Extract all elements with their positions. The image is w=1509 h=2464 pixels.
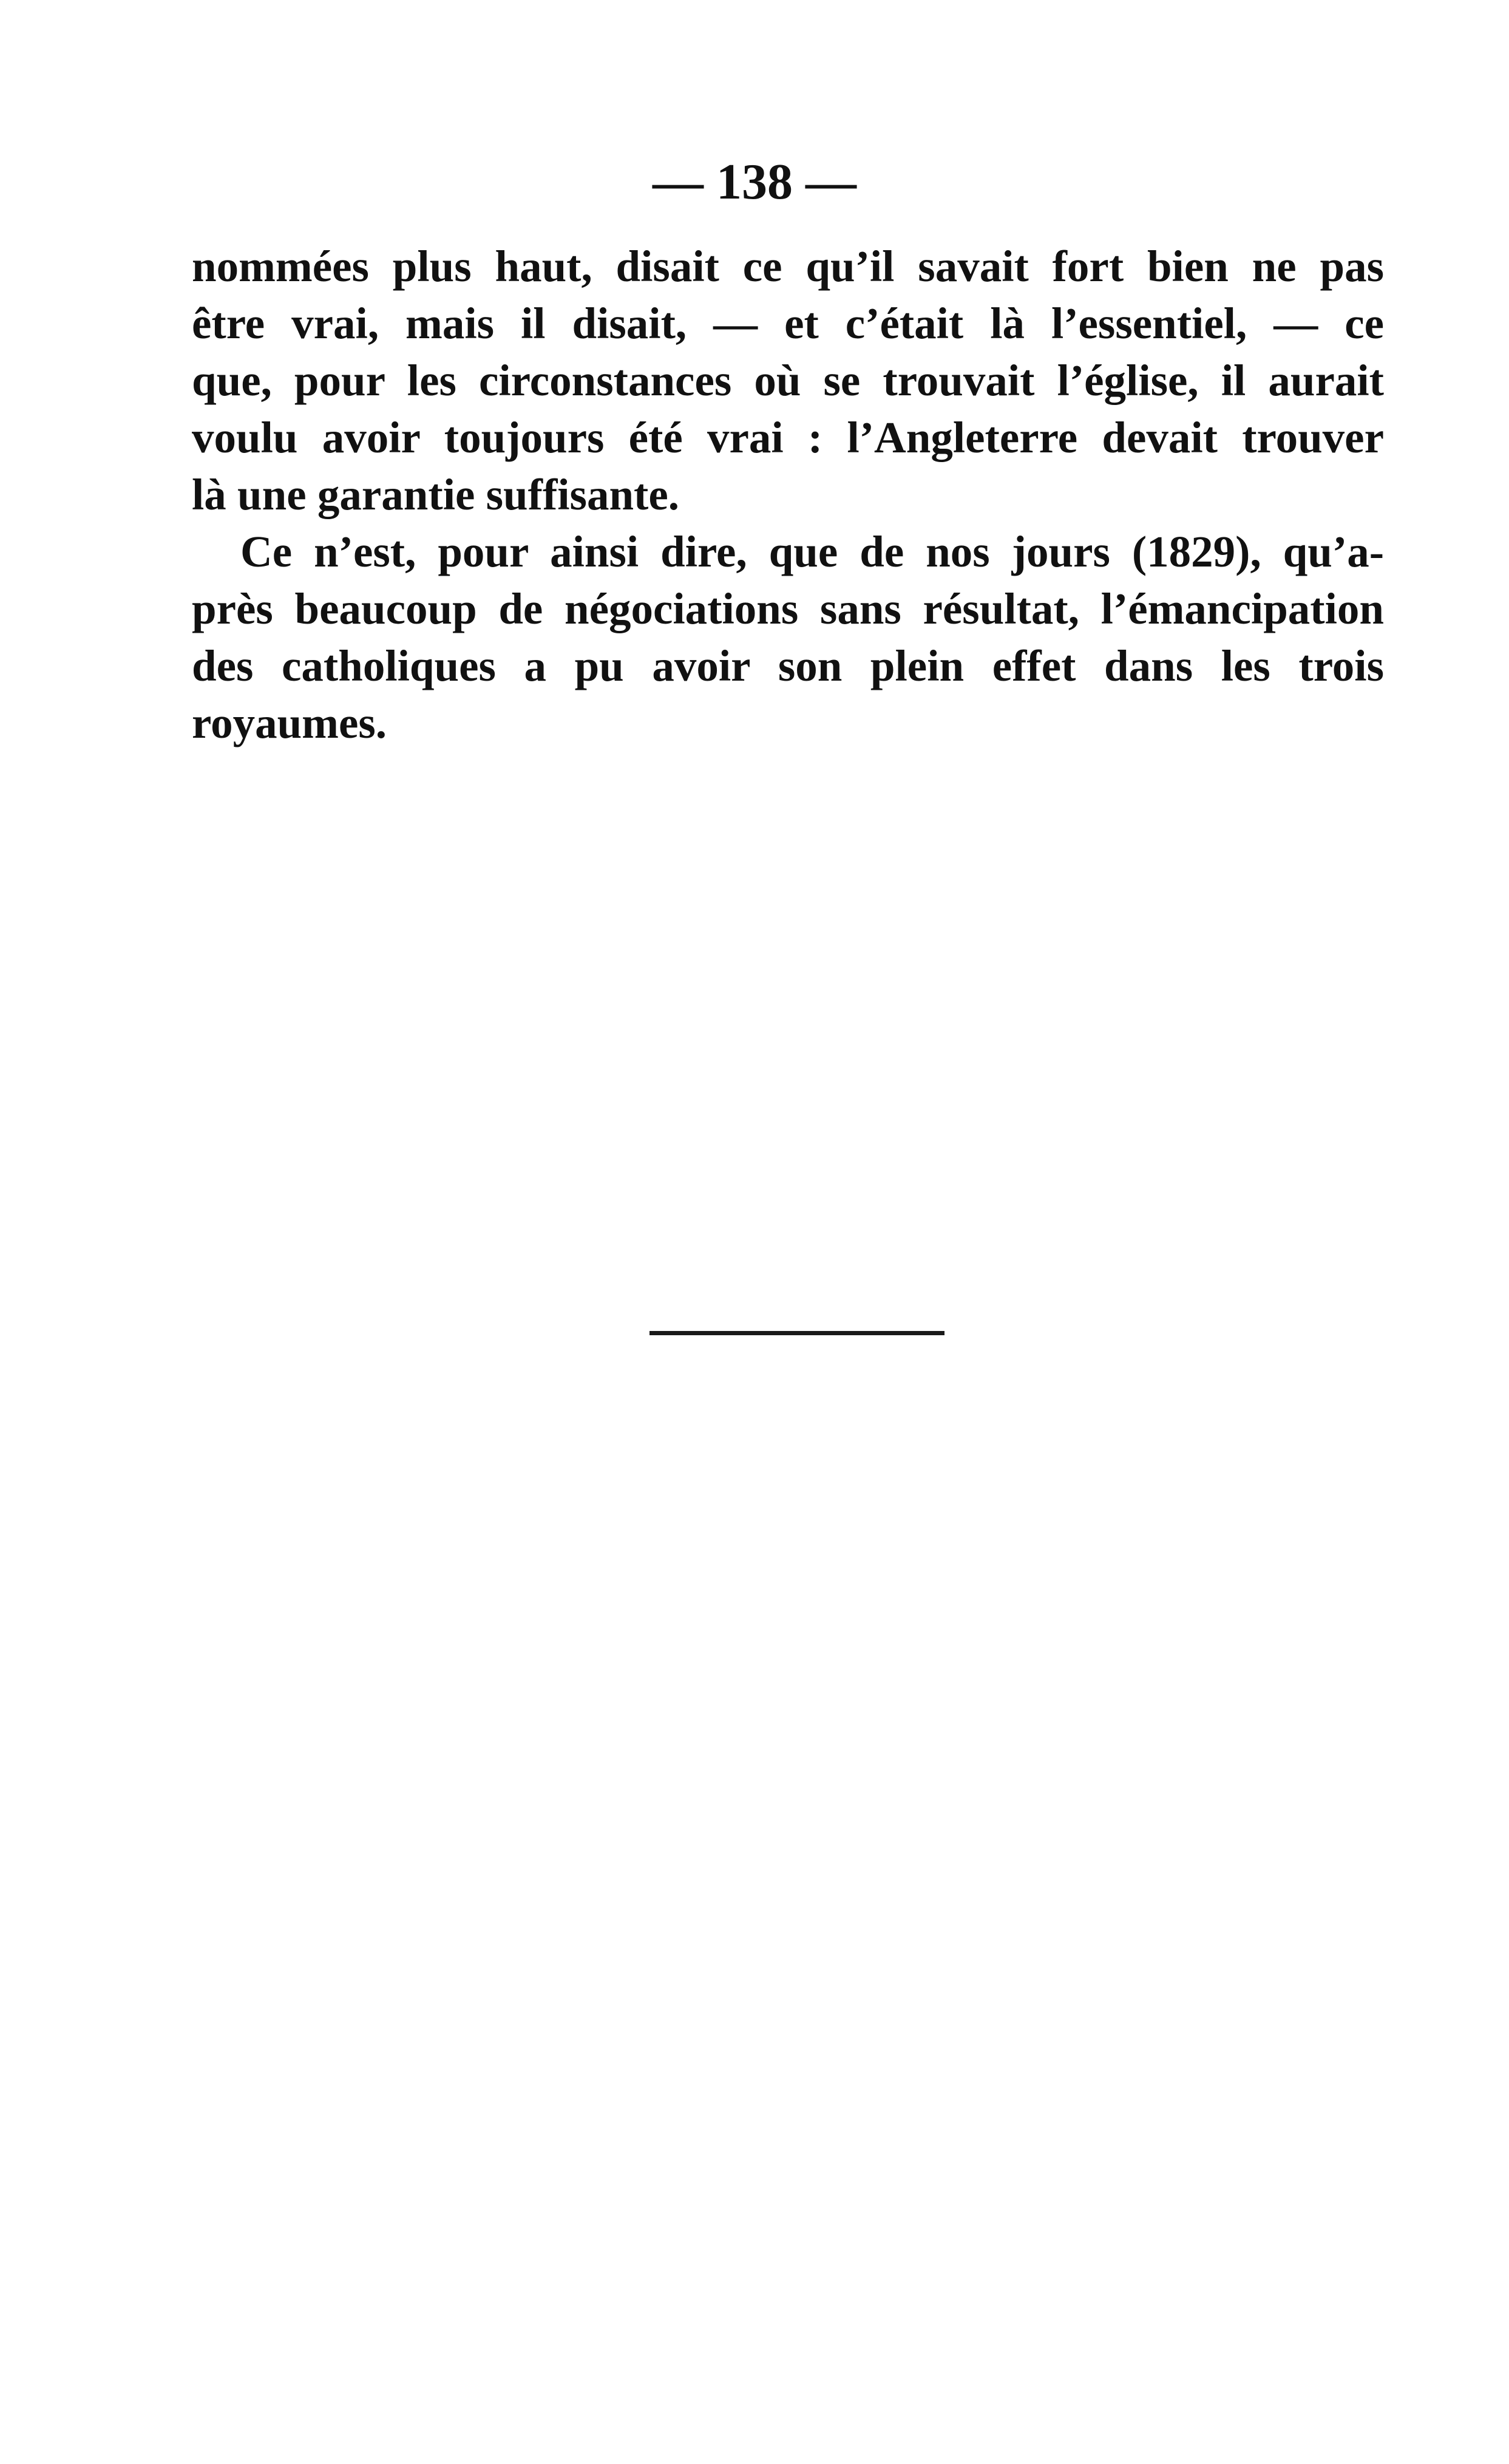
paragraph-1 [192, 238, 1384, 523]
paragraph-2 [192, 523, 1384, 752]
text-line: royaumes. [192, 698, 387, 747]
text-line: près beaucoup de négociations sans résultat, l’émancipation [192, 584, 1384, 633]
body-text [192, 238, 1384, 752]
text-line: Ce n’est, pour ainsi dire, que de nos jours (1829), qu’a- [240, 527, 1384, 576]
text-line: voulu avoir toujours été vrai : l’Angleterre devait trouver [192, 413, 1384, 462]
text-line: que, pour les circonstances où se trouvait l’église, il aurait [192, 356, 1384, 405]
text-line: nommées plus haut, disait ce qu’il savait fort bien ne pas [192, 242, 1384, 291]
page-number: — 138 — [653, 154, 856, 210]
text-line: être vrai, mais il disait, — et c’était là l’essentiel, — ce [192, 299, 1384, 348]
text-line: des catholiques a pu avoir son plein effet dans les trois [192, 641, 1384, 690]
end-rule [649, 1331, 944, 1335]
text-line: là une garantie suffisante. [192, 470, 679, 519]
